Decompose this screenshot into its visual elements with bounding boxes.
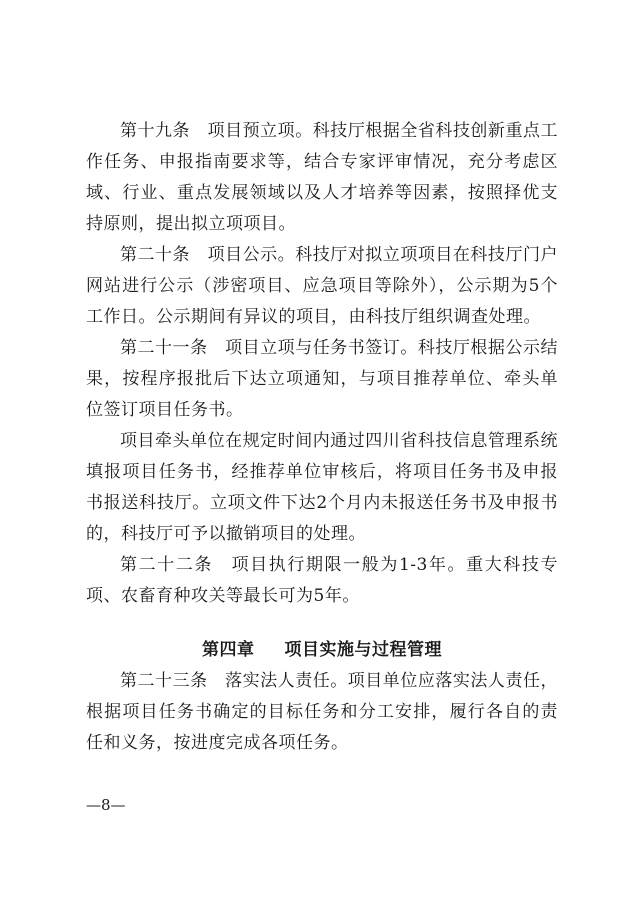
page-number: —8— — [86, 796, 126, 814]
chapter-number: 第四章 — [202, 640, 255, 660]
article-19-paragraph: 第十九条 项目预立项。科技厅根据全省科技创新重点工作任务、申报指南要求等，结合专家评审情况，充分考虑区域、行业、重点发展领域以及人才培养等因素，按照择优支持原则，提出拟立项项目。 — [86, 121, 558, 234]
article-23-paragraph: 第二十三条 落实法人责任。项目单位应落实法人责任，根据项目任务书确定的目标任务和分工安排，履行各自的责任和义务，按进度完成各项任务。 — [86, 671, 558, 753]
chapter-heading — [86, 635, 558, 666]
document-body — [86, 116, 558, 759]
chapter-title: 项目实施与过程管理 — [284, 640, 442, 660]
article-21-paragraph: 第二十一条 项目立项与任务书签订。科技厅根据公示结果，按程序报批后下达立项通知，与项目推荐单位、牵头单位签订项目任务书。 — [86, 338, 558, 420]
article-22-paragraph: 第二十二条 项目执行期限一般为1-3年。重大科技专项、农畜育种攻关等最长可为5年。 — [86, 555, 558, 606]
article-21-continuation-paragraph: 项目牵头单位在规定时间内通过四川省科技信息管理系统填报项目任务书，经推荐单位审核后，将项目任务书及申报书报送科技厅。立项文件下达2个月内未报送任务书及申报书的，科技厅可予以撤销项目的处理。 — [86, 431, 558, 544]
article-20-paragraph: 第二十条 项目公示。科技厅对拟立项项目在科技厅门户网站进行公示（涉密项目、应急项目等除外），公示期为5个工作日。公示期间有异议的项目，由科技厅组织调查处理。 — [86, 245, 558, 327]
